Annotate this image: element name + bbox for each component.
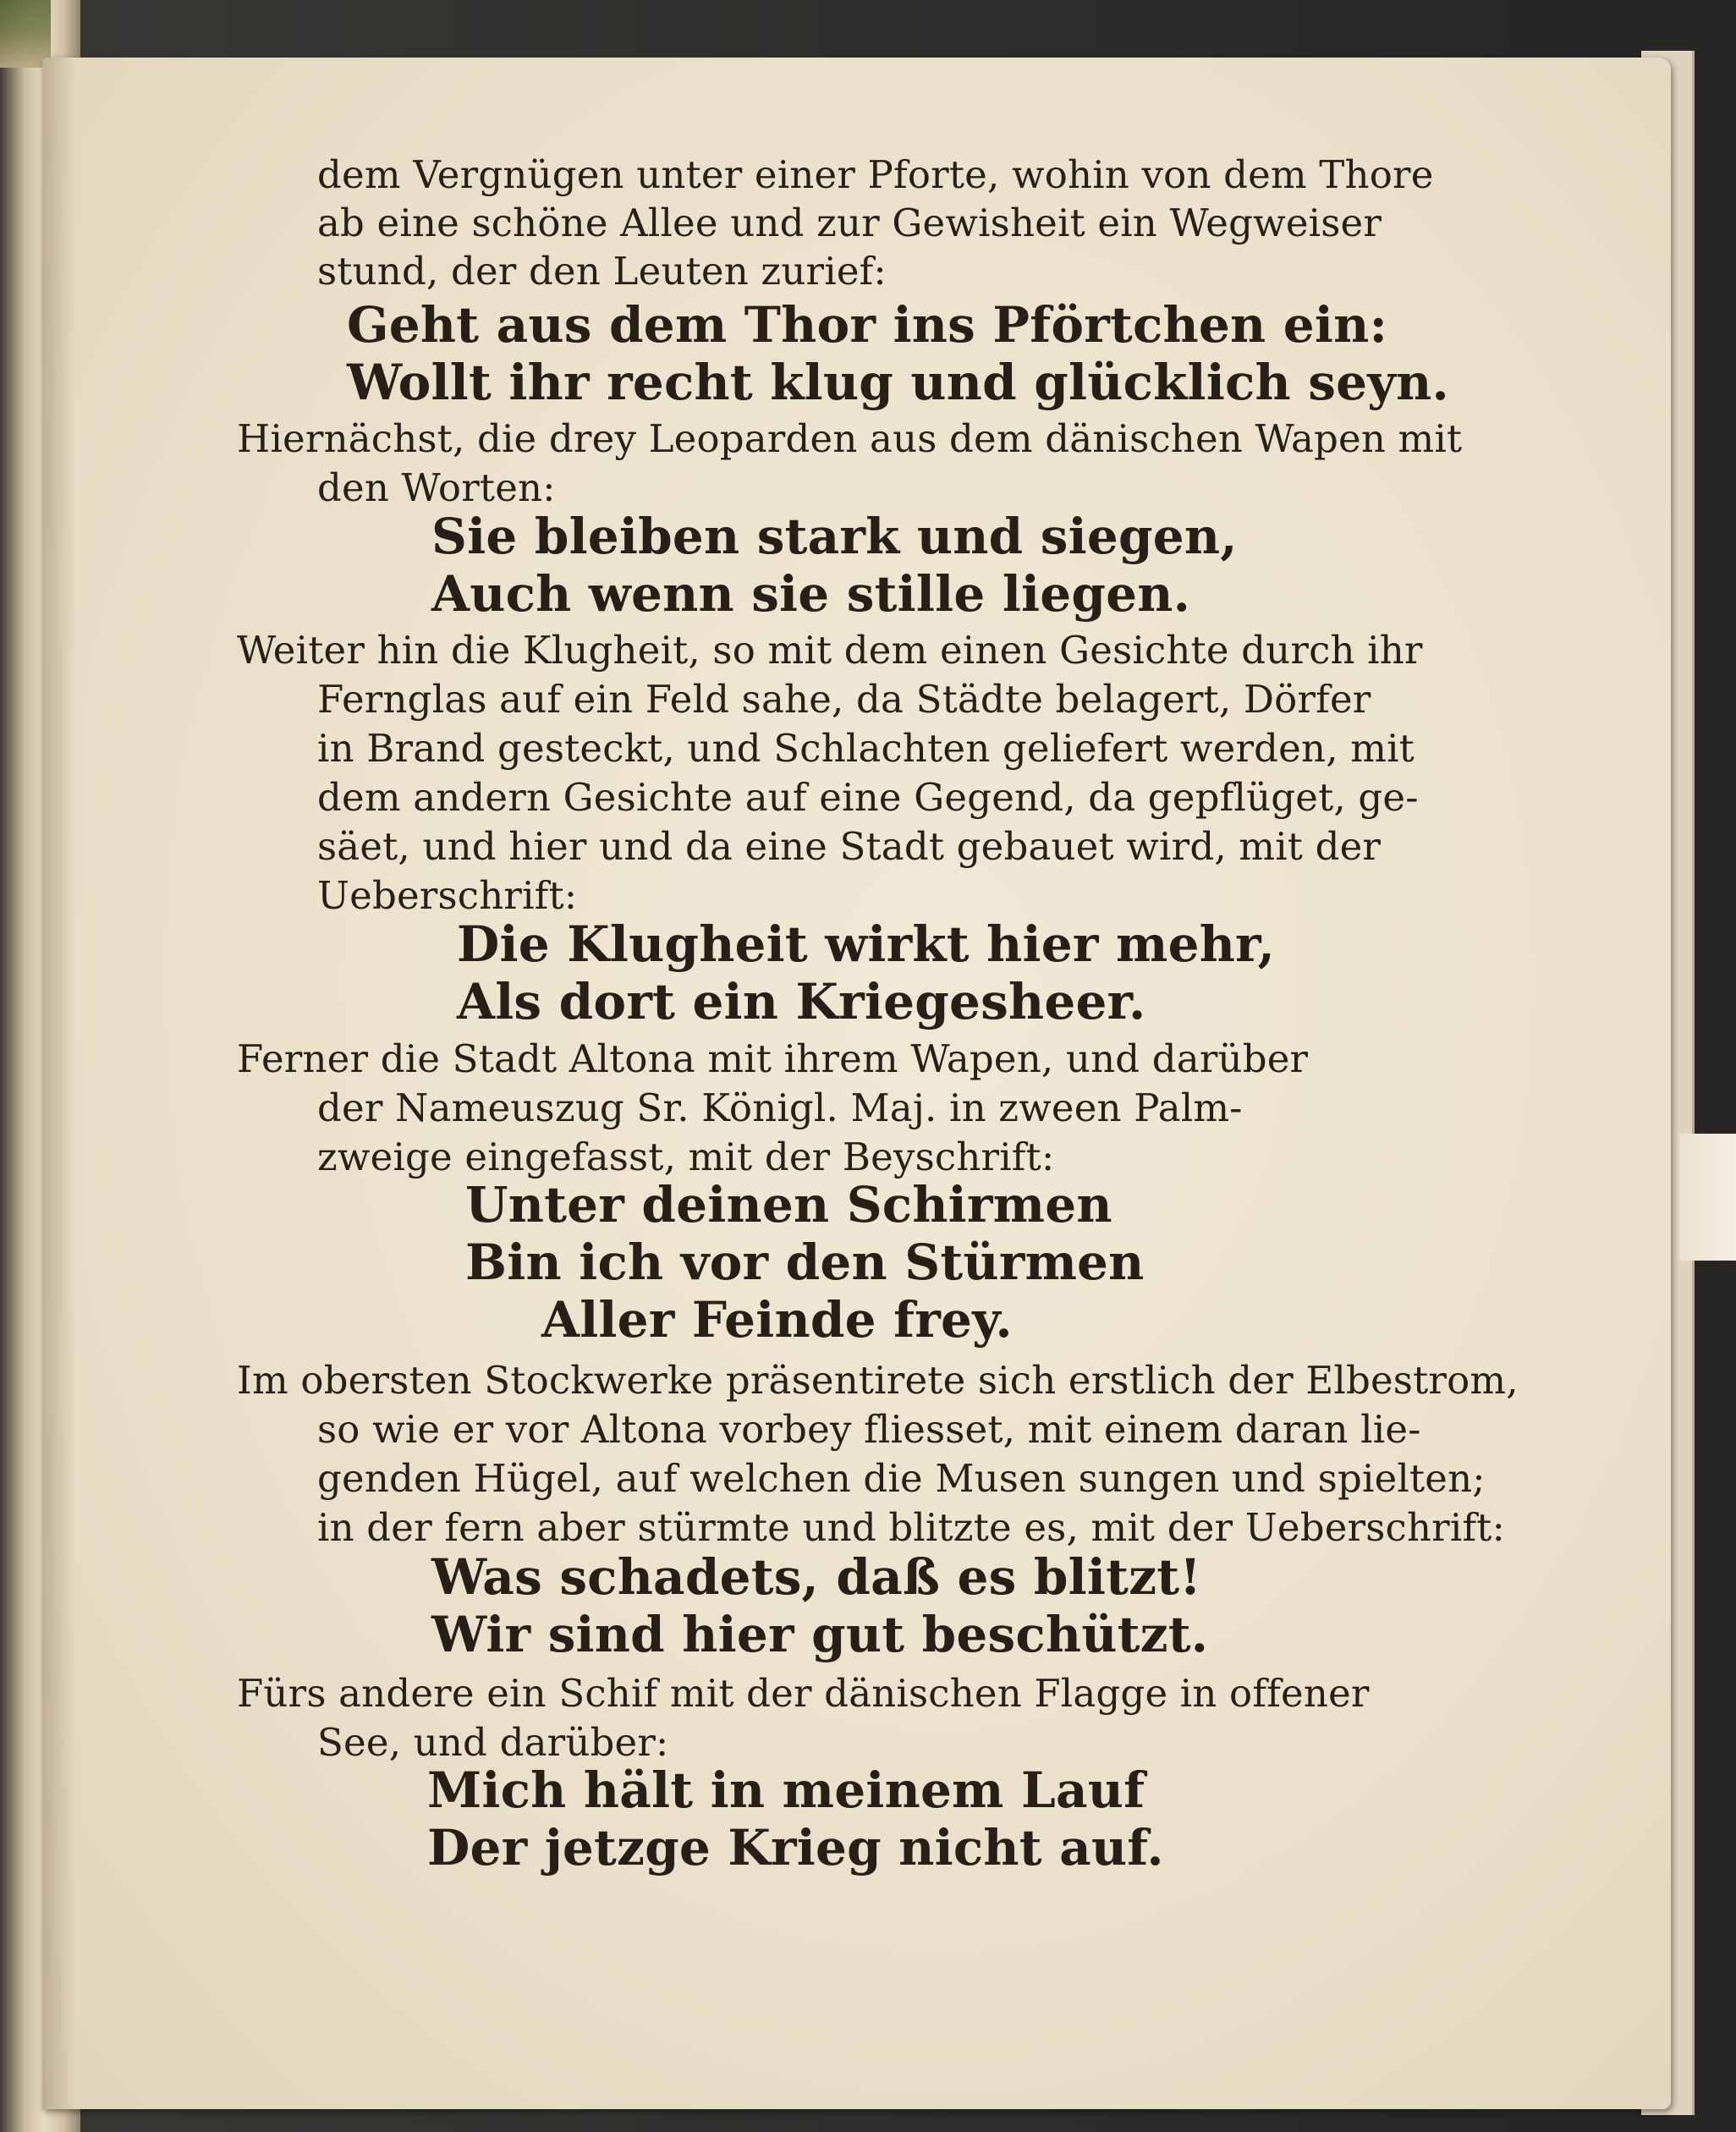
verse-line: Als dort ein Kriegesheer. <box>457 973 1146 1030</box>
text-line: so wie er vor Altona vorbey fliesset, mit einem daran lie- <box>317 1407 1421 1452</box>
text-line: stund, der den Leuten zurief: <box>317 249 887 294</box>
verse-line: Aller Feinde frey. <box>541 1291 1013 1349</box>
text-line: der Nameuszug Sr. Königl. Maj. in zween Palm- <box>317 1085 1243 1130</box>
text-line: in Brand gesteckt, und Schlachten geliefert werden, mit <box>317 726 1415 771</box>
verse-line: Auch wenn sie stille liegen. <box>431 565 1191 623</box>
verse-line: Der jetzge Krieg nicht auf. <box>427 1819 1164 1876</box>
verse-line: Mich hält in meinem Lauf <box>427 1761 1145 1819</box>
verse-line: Die Klugheit wirkt hier mehr, <box>457 915 1275 973</box>
text-line: Ferner die Stadt Altona mit ihrem Wapen, und darüber <box>237 1036 1309 1081</box>
verse-line: Unter deinen Schirmen <box>465 1176 1112 1234</box>
text-line: dem andern Gesichte auf eine Gegend, da gepflüget, ge- <box>317 775 1419 820</box>
page-gutter-shadow <box>42 58 76 2109</box>
text-line: Fernglas auf ein Feld sahe, da Städte belagert, Dörfer <box>317 677 1371 722</box>
text-line: Hiernächst, die drey Leoparden aus dem dänischen Wapen mit <box>237 416 1463 461</box>
text-line: See, und darüber: <box>317 1720 669 1765</box>
text-line: dem Vergnügen unter einer Pforte, wohin von dem Thore <box>317 152 1434 197</box>
verse-line: Sie bleiben stark und siegen, <box>431 508 1238 565</box>
verse-line: Geht aus dem Thor ins Pförtchen ein: <box>347 296 1388 354</box>
paper-tab-marker <box>1679 1134 1736 1261</box>
text-line: Ueberschrift: <box>317 873 578 918</box>
text-line: in der fern aber stürmte und blitzte es, mit der Ueberschrift: <box>317 1505 1505 1550</box>
text-line: ab eine schöne Allee und zur Gewisheit ein Wegweiser <box>317 201 1382 245</box>
text-line: säet, und hier und da eine Stadt gebauet wird, mit der <box>317 824 1382 869</box>
text-line: genden Hügel, auf welchen die Musen sungen und spielten; <box>317 1456 1486 1501</box>
verse-line: Was schadets, daß es blitzt! <box>431 1548 1201 1606</box>
verse-line: Wollt ihr recht klug und glücklich seyn. <box>347 354 1449 411</box>
text-line: Fürs andere ein Schif mit der dänischen Flagge in offener <box>237 1671 1370 1716</box>
text-line: Weiter hin die Klugheit, so mit dem einen Gesichte durch ihr <box>237 628 1423 673</box>
verse-line: Bin ich vor den Stürmen <box>465 1234 1145 1291</box>
text-line: Im obersten Stockwerke präsentirete sich erstlich der Elbestrom, <box>237 1358 1519 1403</box>
text-line: den Worten: <box>317 465 556 510</box>
text-line: zweige eingefasst, mit der Beyschrift: <box>317 1135 1055 1179</box>
verse-line: Wir sind hier gut beschützt. <box>431 1606 1209 1663</box>
